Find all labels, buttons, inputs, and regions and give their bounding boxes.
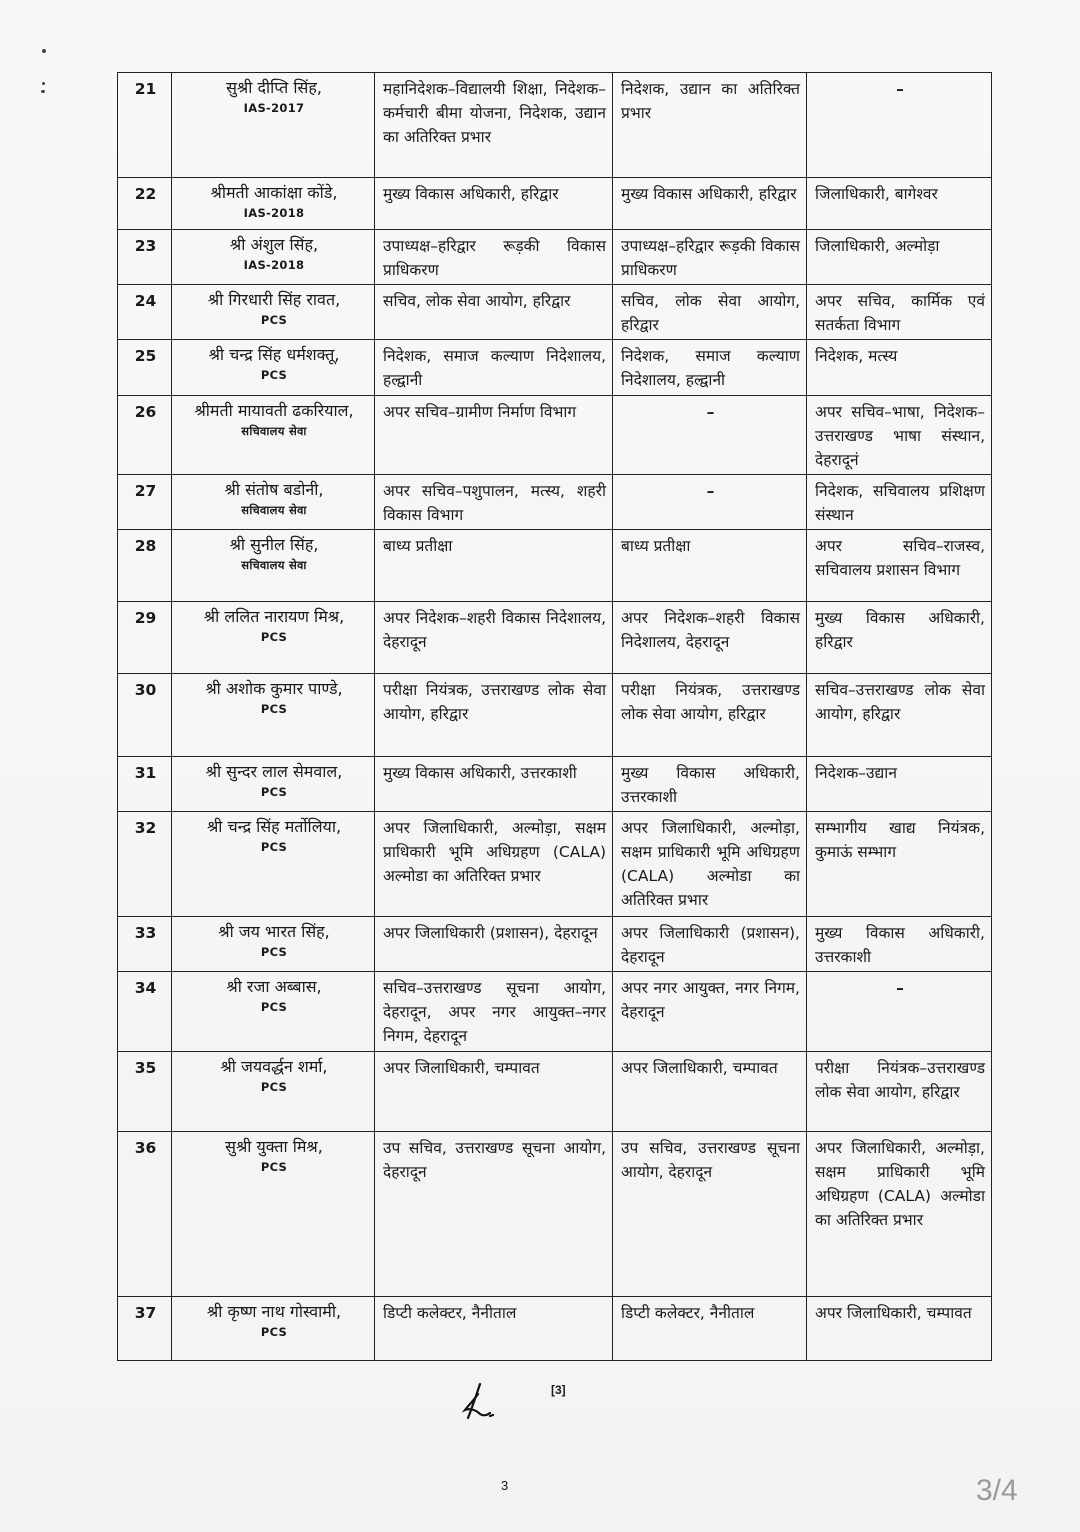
new-post-cell: निदेशक, मत्स्य bbox=[807, 340, 992, 396]
officer-name: श्री जय भारत सिंह, bbox=[218, 922, 330, 941]
serial-number-cell: 24 bbox=[118, 285, 172, 340]
table-row bbox=[118, 230, 992, 285]
relieved-post-cell bbox=[613, 475, 807, 530]
new-post-cell bbox=[807, 972, 992, 1052]
transfer-table-body bbox=[118, 73, 992, 1361]
new-post-dash: – bbox=[896, 979, 904, 997]
officer-service: सचिवालय सेवा bbox=[241, 558, 307, 572]
table-row bbox=[118, 602, 992, 674]
relieved-post-cell: अपर नगर आयुक्त, नगर निगम, देहरादून bbox=[613, 972, 807, 1052]
serial-number-cell: 28 bbox=[118, 530, 172, 602]
current-post-cell: अपर जिलाधिकारी, अल्मोड़ा, सक्षम प्राधिकारी भूमि अधिग्रहण (CALA) अल्मोडा का अतिरिक्त प्रभार bbox=[375, 812, 613, 917]
officer-name: श्रीमती आकांक्षा कोंडे, bbox=[210, 183, 338, 202]
officer-name: श्री सुनील सिंह, bbox=[229, 535, 319, 554]
officer-service: PCS bbox=[260, 702, 288, 716]
table-row bbox=[118, 396, 992, 475]
current-post-cell: परीक्षा नियंत्रक, उत्तराखण्ड लोक सेवा आयोग, हरिद्वार bbox=[375, 674, 613, 757]
serial-number-cell: 36 bbox=[118, 1132, 172, 1297]
officer-name-cell bbox=[172, 972, 375, 1052]
officer-name-cell bbox=[172, 602, 375, 674]
new-post-cell bbox=[807, 73, 992, 178]
table-row bbox=[118, 475, 992, 530]
serial-number-cell: 21 bbox=[118, 73, 172, 178]
officer-name-cell bbox=[172, 530, 375, 602]
serial-number-cell: 27 bbox=[118, 475, 172, 530]
officer-service: सचिवालय सेवा bbox=[241, 503, 307, 517]
officer-service: PCS bbox=[260, 630, 288, 644]
new-post-dash: – bbox=[896, 80, 904, 98]
officer-name: श्री सुन्दर लाल सेमवाल, bbox=[205, 762, 343, 781]
relieved-post-cell: बाध्य प्रतीक्षा bbox=[613, 530, 807, 602]
officer-service: IAS-2018 bbox=[243, 258, 305, 272]
officer-name-cell bbox=[172, 475, 375, 530]
relieved-post-cell: उपाध्यक्ष–हरिद्वार रूड़की विकास प्राधिकरण bbox=[613, 230, 807, 285]
serial-number-cell: 31 bbox=[118, 757, 172, 812]
scan-speck bbox=[41, 90, 45, 93]
serial-number-cell: 25 bbox=[118, 340, 172, 396]
table-row bbox=[118, 73, 992, 178]
relieved-post-dash: – bbox=[706, 403, 715, 421]
serial-number-cell: 29 bbox=[118, 602, 172, 674]
relieved-post-cell: उप सचिव, उत्तराखण्ड सूचना आयोग, देहरादून bbox=[613, 1132, 807, 1297]
new-post-cell: निदेशक, सचिवालय प्रशिक्षण संस्थान bbox=[807, 475, 992, 530]
relieved-post-cell: निदेशक, समाज कल्याण निदेशालय, हल्द्वानी bbox=[613, 340, 807, 396]
officer-name: श्रीमती मायावती ढकरियाल, bbox=[194, 401, 354, 420]
current-post-cell: निदेशक, समाज कल्याण निदेशालय, हल्द्वानी bbox=[375, 340, 613, 396]
officer-name-cell bbox=[172, 396, 375, 475]
serial-number-cell: 22 bbox=[118, 178, 172, 230]
officer-name: श्री ललित नारायण मिश्र, bbox=[203, 607, 345, 626]
new-post-cell: सचिव–उत्तराखण्ड लोक सेवा आयोग, हरिद्वार bbox=[807, 674, 992, 757]
officer-service: PCS bbox=[260, 945, 288, 959]
current-post-cell: सचिव–उत्तराखण्ड सूचना आयोग, देहरादून, अपर नगर आयुक्त–नगर निगम, देहरादून bbox=[375, 972, 613, 1052]
officer-name: सुश्री युक्ता मिश्र, bbox=[225, 1137, 323, 1156]
officer-service: PCS bbox=[260, 1080, 288, 1094]
officer-name-cell bbox=[172, 285, 375, 340]
serial-number-cell: 32 bbox=[118, 812, 172, 917]
officer-name: श्री संतोष बडोनी, bbox=[224, 480, 324, 499]
officer-service: PCS bbox=[260, 1325, 288, 1339]
officer-name: श्री अशोक कुमार पाण्डे, bbox=[205, 679, 343, 698]
officer-name-cell bbox=[172, 340, 375, 396]
relieved-post-dash: – bbox=[706, 482, 715, 500]
officer-name-cell bbox=[172, 1052, 375, 1132]
relieved-post-cell: परीक्षा नियंत्रक, उत्तराखण्ड लोक सेवा आयोग, हरिद्वार bbox=[613, 674, 807, 757]
relieved-post-cell: अपर जिलाधिकारी (प्रशासन), देहरादून bbox=[613, 917, 807, 972]
table-row bbox=[118, 1052, 992, 1132]
table-row bbox=[118, 757, 992, 812]
new-post-cell: सम्भागीय खाद्य नियंत्रक, कुमाऊं सम्भाग bbox=[807, 812, 992, 917]
officer-service: PCS bbox=[260, 313, 288, 327]
current-post-cell: डिप्टी कलेक्टर, नैनीताल bbox=[375, 1297, 613, 1361]
officer-name-cell bbox=[172, 230, 375, 285]
officer-name: सुश्री दीप्ति सिंह, bbox=[226, 78, 322, 97]
scan-speck bbox=[42, 49, 46, 53]
page-number: 3 bbox=[501, 1478, 509, 1493]
officer-name-cell bbox=[172, 757, 375, 812]
serial-number-cell: 30 bbox=[118, 674, 172, 757]
serial-number-cell: 35 bbox=[118, 1052, 172, 1132]
serial-number-cell: 33 bbox=[118, 917, 172, 972]
new-post-cell: अपर सचिव–भाषा, निदेशक–उत्तराखण्ड भाषा संस्थान, देहरादूनं bbox=[807, 396, 992, 475]
table-row bbox=[118, 1297, 992, 1361]
table-row bbox=[118, 530, 992, 602]
current-post-cell: महानिदेशक–विद्यालयी शिक्षा, निदेशक–कर्मचारी बीमा योजना, निदेशक, उद्यान का अतिरिक्त प्रभार bbox=[375, 73, 613, 178]
relieved-post-cell: डिप्टी कलेक्टर, नैनीताल bbox=[613, 1297, 807, 1361]
officer-name-cell bbox=[172, 674, 375, 757]
current-post-cell: मुख्य विकास अधिकारी, हरिद्वार bbox=[375, 178, 613, 230]
table-row bbox=[118, 285, 992, 340]
officer-name-cell bbox=[172, 178, 375, 230]
new-post-cell: निदेशक–उद्यान bbox=[807, 757, 992, 812]
officer-name-cell bbox=[172, 812, 375, 917]
new-post-cell: मुख्य विकास अधिकारी, हरिद्वार bbox=[807, 602, 992, 674]
table-row bbox=[118, 674, 992, 757]
officer-name-cell bbox=[172, 1297, 375, 1361]
current-post-cell: अपर सचिव–ग्रामीण निर्माण विभाग bbox=[375, 396, 613, 475]
officer-service: सचिवालय सेवा bbox=[241, 424, 307, 438]
officer-service: PCS bbox=[260, 368, 288, 382]
officer-name: श्री चन्द्र सिंह मर्तोलिया, bbox=[206, 817, 342, 836]
serial-number-cell: 26 bbox=[118, 396, 172, 475]
officer-name: श्री रजा अब्बास, bbox=[226, 977, 322, 996]
new-post-cell: अपर सचिव, कार्मिक एवं सतर्कता विभाग bbox=[807, 285, 992, 340]
current-post-cell: अपर जिलाधिकारी, चम्पावत bbox=[375, 1052, 613, 1132]
current-post-cell: अपर निदेशक–शहरी विकास निदेशालय, देहरादून bbox=[375, 602, 613, 674]
officer-name: श्री जयवर्द्धन शर्मा, bbox=[220, 1057, 328, 1076]
new-post-cell: अपर जिलाधिकारी, चम्पावत bbox=[807, 1297, 992, 1361]
signature-mark bbox=[462, 1380, 496, 1420]
table-row bbox=[118, 340, 992, 396]
relieved-post-cell: मुख्य विकास अधिकारी, उत्तरकाशी bbox=[613, 757, 807, 812]
officer-name: श्री कृष्ण नाथ गोस्वामी, bbox=[206, 1302, 342, 1321]
officer-service: PCS bbox=[260, 1160, 288, 1174]
relieved-post-cell: अपर जिलाधिकारी, अल्मोड़ा, सक्षम प्राधिकारी भूमि अधिग्रहण (CALA) अल्मोडा का अतिरिक्त प्रभार bbox=[613, 812, 807, 917]
relieved-post-cell: मुख्य विकास अधिकारी, हरिद्वार bbox=[613, 178, 807, 230]
current-post-cell: मुख्य विकास अधिकारी, उत्तरकाशी bbox=[375, 757, 613, 812]
new-post-cell: अपर सचिव–राजस्व, सचिवालय प्रशासन विभाग bbox=[807, 530, 992, 602]
current-post-cell: बाध्य प्रतीक्षा bbox=[375, 530, 613, 602]
current-post-cell: उपाध्यक्ष–हरिद्वार रूड़की विकास प्राधिकरण bbox=[375, 230, 613, 285]
new-post-cell: मुख्य विकास अधिकारी, उत्तरकाशी bbox=[807, 917, 992, 972]
current-post-cell: सचिव, लोक सेवा आयोग, हरिद्वार bbox=[375, 285, 613, 340]
relieved-post-cell: अपर निदेशक–शहरी विकास निदेशालय, देहरादून bbox=[613, 602, 807, 674]
transfer-table bbox=[117, 72, 992, 1361]
table-row bbox=[118, 812, 992, 917]
officer-service: PCS bbox=[260, 1000, 288, 1014]
new-post-cell: जिलाधिकारी, अल्मोड़ा bbox=[807, 230, 992, 285]
page-mark: [3] bbox=[551, 1383, 566, 1397]
relieved-post-cell: सचिव, लोक सेवा आयोग, हरिद्वार bbox=[613, 285, 807, 340]
current-post-cell: अपर सचिव–पशुपालन, मत्स्य, शहरी विकास विभाग bbox=[375, 475, 613, 530]
viewer-page-counter: 3/4 bbox=[976, 1474, 1018, 1507]
relieved-post-cell bbox=[613, 396, 807, 475]
serial-number-cell: 34 bbox=[118, 972, 172, 1052]
new-post-cell: जिलाधिकारी, बागेश्वर bbox=[807, 178, 992, 230]
current-post-cell: उप सचिव, उत्तराखण्ड सूचना आयोग, देहरादून bbox=[375, 1132, 613, 1297]
relieved-post-cell: अपर जिलाधिकारी, चम्पावत bbox=[613, 1052, 807, 1132]
new-post-cell: परीक्षा नियंत्रक–उत्तराखण्ड लोक सेवा आयोग, हरिद्वार bbox=[807, 1052, 992, 1132]
serial-number-cell: 23 bbox=[118, 230, 172, 285]
officer-name: श्री गिरधारी सिंह रावत, bbox=[207, 290, 341, 309]
table-row bbox=[118, 917, 992, 972]
officer-service: IAS-2018 bbox=[243, 206, 305, 220]
new-post-cell: अपर जिलाधिकारी, अल्मोड़ा, सक्षम प्राधिकारी भूमि अधिग्रहण (CALA) अल्मोडा का अतिरिक्त प्रभार bbox=[807, 1132, 992, 1297]
officer-service: IAS-2017 bbox=[243, 101, 305, 115]
table-row bbox=[118, 972, 992, 1052]
officer-name: श्री चन्द्र सिंह धर्मशक्तू, bbox=[208, 345, 340, 364]
relieved-post-cell: निदेशक, उद्यान का अतिरिक्त प्रभार bbox=[613, 73, 807, 178]
serial-number-cell: 37 bbox=[118, 1297, 172, 1361]
current-post-cell: अपर जिलाधिकारी (प्रशासन), देहरादून bbox=[375, 917, 613, 972]
officer-name-cell bbox=[172, 73, 375, 178]
scan-speck bbox=[42, 82, 45, 85]
officer-name-cell bbox=[172, 917, 375, 972]
officer-name-cell bbox=[172, 1132, 375, 1297]
table-row bbox=[118, 178, 992, 230]
table-row bbox=[118, 1132, 992, 1297]
officer-name: श्री अंशुल सिंह, bbox=[229, 235, 319, 254]
officer-service: PCS bbox=[260, 840, 288, 854]
officer-service: PCS bbox=[260, 785, 288, 799]
